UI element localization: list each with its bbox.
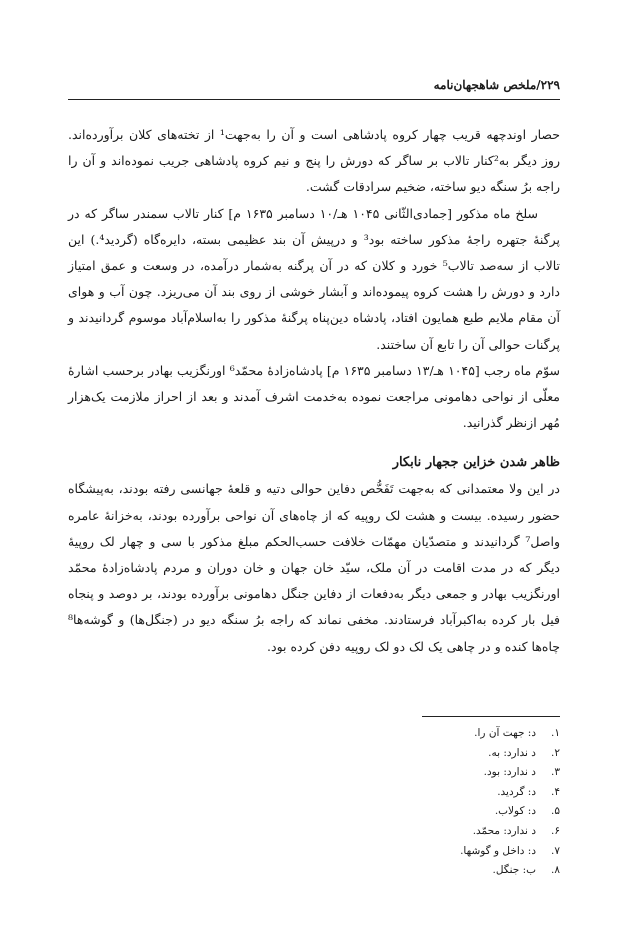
footnote-item: [68, 861, 560, 881]
footnote-item: [68, 763, 560, 783]
footnote-item: [68, 842, 560, 862]
footnote-item: [68, 822, 560, 842]
footnote-item: [68, 744, 560, 764]
running-header: ۲۲۹/ملخص شاهجهان‌نامه: [433, 78, 560, 92]
footnote-number: ۷.: [551, 844, 560, 857]
footnote-text: د: گردید.: [497, 785, 536, 798]
footnote-number: ۸.: [551, 864, 560, 877]
footnote-text: د: جهت آن را.: [474, 727, 536, 739]
footnote-rule: [422, 716, 560, 717]
footnote-number: ۵.: [551, 805, 560, 818]
footnote-number: ۱.: [551, 727, 560, 739]
footnote-number: ۴.: [551, 785, 560, 798]
main-text: [68, 122, 560, 660]
footnote-text: د: داخل و گوشها.: [460, 844, 536, 857]
footnote-text: د ندارد: محمّد.: [472, 824, 536, 837]
section-heading: ظاهر شدن خزاین ججهار نابکار: [392, 455, 560, 471]
paragraph-1: حصار اوندچهه قریب چهار کروه پادشاهی است و آن را به‌جهت¹ از تخته‌های کلان برآورده‌اند. روز دیگر به²کنار تالاب بر ساگر که دورش را پنج و نیم کروه پادشاهی جریب نموده‌اند و آن را راجه برُ سنگه دیو ساخته، ضخیم سرادقات گشت.: [68, 127, 561, 195]
header-rule: [68, 99, 560, 100]
footnote-number: ۲.: [551, 746, 560, 759]
footnote-text: د: کولاب.: [494, 805, 536, 818]
footnote-text: د ندارد: به.: [488, 746, 536, 759]
footnote-item: [68, 783, 560, 803]
footnote-text: د ندارد: بود.: [483, 766, 536, 779]
footnote-text: ب: جنگل.: [492, 864, 536, 877]
footnote-item: [68, 802, 560, 822]
paragraph-2: سلخ ماه مذکور [جمادی‌الثّانی ۱۰۴۵ هـ/۱۰ دسامبر ۱۶۳۵ م] کنار تالاب سمندر ساگر که در پرگنهٔ جتهره راجهٔ مذکور ساخته بود³ و درپیش آن بند عظیمی بسته، دایره‌گاه (گردید⁴.) این تالاب از سه‌صد تالاب⁵ خورد و کلان که در آن پرگنه به‌شمار درآمده، در وسعت و عمق امتیاز دارد و دورش را هشت کروه پیموده‌اند و آبشار خوشی از روی بند آن می‌ریزد. چون آب و هوای آن مقام ملایم طبع همایون افتاد، پادشاه دین‌پناه پرگنهٔ مذکور را به‌اسلام‌آباد موسوم گردانیدند و پرگنات حوالی آن را تابع آن ساختند.: [68, 205, 561, 352]
footnote-number: ۳.: [551, 766, 560, 779]
paragraph-3: سوّم ماه رجب [۱۰۴۵ هـ/۱۳ دسامبر ۱۶۳۵ م] پادشاه‌زادهٔ محمّد⁶ اورنگزیب بهادر برحسب اشارهٔ معلّی از نواحی دهامونی مراجعت نموده به‌خدمت اشرف آمدند و بعد از احراز ملازمت یک‌هزار مُهر ازنظر گذرانید.: [68, 362, 560, 431]
footnote-number: ۶.: [551, 824, 560, 837]
footnote-item: [68, 724, 560, 744]
section-paragraph: در این ولا معتمدانی که به‌جهت تَفَحُّص دفاین حوالی دتیه و قلعهٔ جهانسی رفته بودند، به‌پیشگاه حضور رسیده. بیست و هشت لک روپیه که از چاه‌های آن نواحی برآورده بودند، به‌خزانهٔ عامره واصل⁷ گردانیدند و متصدّیان مهمّات خلافت حسب‌الحکم مبلغ مذکور با سی و چهار لک روپیهٔ دیگر که در مدت اقامت در آن ملک، سیّد خان جهان و خان دوران و مردم پادشاه‌زادهٔ محمّد اورنگزیب بهادر و جمعی دیگر به‌دفعات از دفاین جنگل دهامونی برآورده بودند، بر دوصد و پنجاه فیل بار کرده به‌اکبرآباد فرستادند. مخفی نماند که راجه برُ سنگه دیو در (جنگل‌ها) و گوشه‌ها⁸ چاه‌ها کنده و در چاهی یک لک دو لک روپیه دفن کرده بود.: [68, 481, 560, 654]
footnotes-list: [68, 724, 560, 881]
